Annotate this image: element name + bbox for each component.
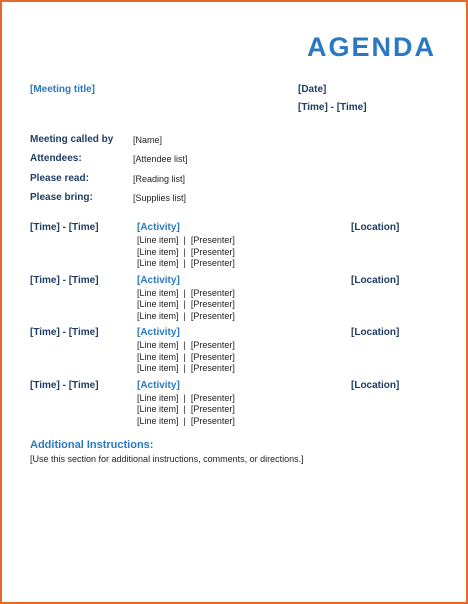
line-item: [Line item] | [Presenter]: [137, 299, 235, 310]
agenda-location: [Location]: [351, 274, 400, 286]
agenda-item-1: [30, 222, 440, 275]
agenda-title: AGENDA: [306, 32, 436, 62]
agenda-time: [Time] - [Time]: [30, 327, 99, 338]
line-item: [Line item] | [Presenter]: [137, 246, 235, 257]
detail-value: [Name]: [133, 135, 163, 145]
agenda-time: [Time] - [Time]: [30, 222, 99, 233]
meeting-date: [Date]: [298, 84, 327, 95]
meeting-title: [Meeting title]: [30, 84, 95, 95]
line-item: [Line item] | [Presenter]: [137, 258, 235, 269]
line-item: [Line item] | [Presenter]: [137, 415, 235, 426]
agenda-line-items: [137, 340, 235, 375]
agenda-line-items: [137, 288, 235, 323]
line-item: [Line item] | [Presenter]: [137, 310, 235, 321]
detail-label: Please bring:: [30, 191, 93, 203]
agenda-line-items: [137, 235, 235, 270]
line-item: [Line item] | [Presenter]: [137, 404, 235, 415]
agenda-activity: [Activity]: [137, 327, 180, 338]
additional-instructions-heading: Additional Instructions:: [30, 439, 154, 451]
line-item: [Line item] | [Presenter]: [137, 392, 235, 403]
agenda-time: [Time] - [Time]: [30, 274, 99, 286]
agenda-list: [30, 222, 440, 432]
line-item: [Line item] | [Presenter]: [137, 363, 235, 374]
meeting-time-range: [Time] - [Time]: [298, 102, 367, 113]
detail-value: [Reading list]: [133, 173, 186, 184]
detail-value: [Attendee list]: [133, 154, 188, 165]
agenda-activity: [Activity]: [137, 274, 180, 286]
detail-value: [Supplies list]: [133, 192, 187, 203]
agenda-activity: [Activity]: [137, 222, 180, 233]
agenda-item-4: [30, 380, 440, 433]
detail-row-please-read: [30, 173, 430, 192]
line-item: [Line item] | [Presenter]: [137, 287, 235, 298]
agenda-line-items: [137, 393, 235, 428]
detail-label: Please read:: [30, 172, 89, 184]
agenda-activity: [Activity]: [137, 379, 180, 391]
agenda-location: [Location]: [351, 379, 400, 391]
detail-row-please-bring: [30, 192, 430, 211]
agenda-time: [Time] - [Time]: [30, 379, 99, 391]
agenda-location: [Location]: [351, 222, 400, 233]
line-item: [Line item] | [Presenter]: [137, 235, 235, 245]
meeting-details: [30, 134, 430, 211]
detail-row-called-by: [30, 134, 430, 153]
additional-instructions-text: [Use this section for additional instructions, comments, or directions.]: [30, 454, 304, 464]
agenda-item-3: [30, 327, 440, 380]
detail-label: Meeting called by: [30, 134, 114, 145]
detail-label: Attendees:: [30, 153, 82, 165]
agenda-location: [Location]: [351, 327, 400, 338]
line-item: [Line item] | [Presenter]: [137, 340, 235, 350]
line-item: [Line item] | [Presenter]: [137, 351, 235, 362]
detail-row-attendees: [30, 153, 430, 172]
agenda-item-2: [30, 275, 440, 328]
